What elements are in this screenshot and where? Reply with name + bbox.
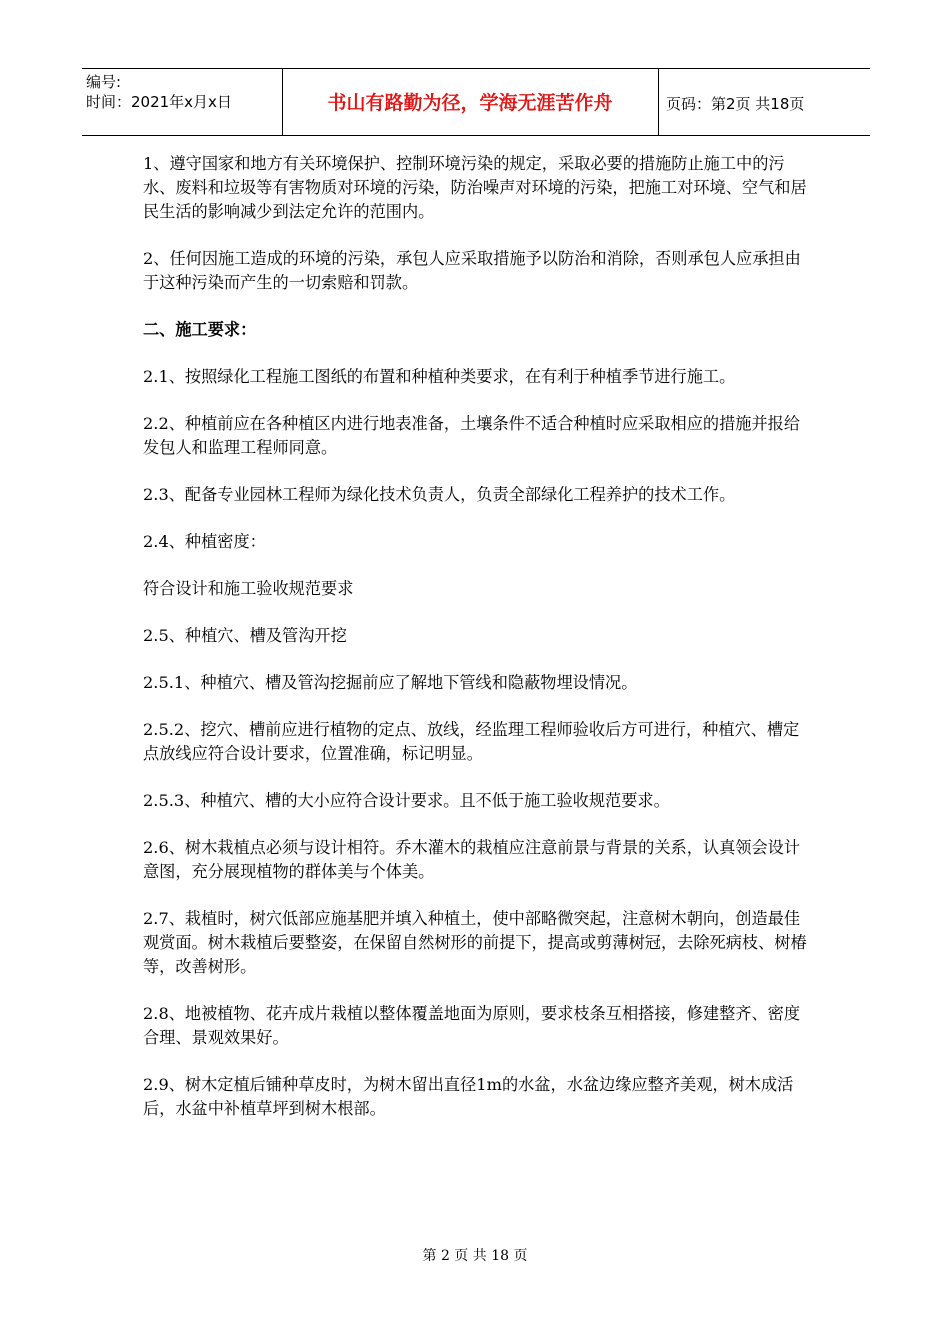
paragraph: 2.5.1、种植穴、槽及管沟挖掘前应了解地下管线和隐蔽物埋设情况。 — [143, 673, 638, 692]
paragraph: 2.4、种植密度： — [143, 532, 266, 551]
header-bottom-rule — [82, 135, 870, 136]
document-body — [143, 152, 813, 1144]
paragraph: 2.5.3、种植穴、槽的大小应符合设计要求。且不低于施工验收规范要求。 — [143, 791, 670, 810]
header-page-info: 页码：第2页 共18页 — [666, 95, 805, 113]
paragraph: 2.2、种植前应在各种植区内进行地表准备，土壤条件不适合种植时应采取相应的措施并报给发包人和监理工程师同意。 — [143, 414, 801, 457]
paragraph: 2.1、按照绿化工程施工图纸的布置和种植种类要求，在有利于种植季节进行施工。 — [143, 367, 736, 386]
paragraph: 2.9、树木定植后铺种草皮时，为树木留出直径1m的水盆，水盆边缘应整齐美观，树木成活后，水盆中补植草坪到树木根部。 — [143, 1075, 794, 1118]
paragraph: 2.7、栽植时，树穴低部应施基肥并填入种植土，使中部略微突起，注意树木朝向，创造最佳观赏面。树木栽植后要整姿，在保留自然树形的前提下，提高或剪薄树冠，去除死病枝、树椿等，改善树形。 — [143, 909, 807, 976]
paragraph: 2.3、配备专业园林工程师为绿化技术负责人，负责全部绿化工程养护的技术工作。 — [143, 485, 736, 504]
document-time-label: 时间：2021年x月x日 — [86, 93, 232, 111]
paragraph: 2、任何因施工造成的环境的污染，承包人应采取措施予以防治和消除，否则承包人应承担由于这种污染而产生的一切索赔和罚款。 — [143, 249, 801, 292]
header-divider-left — [282, 68, 283, 135]
header-motto: 书山有路勤为径，学海无涯苦作舟 — [327, 92, 613, 114]
page-footer: 第 2 页 共 18 页 — [422, 1248, 528, 1264]
paragraph: 1、遵守国家和地方有关环境保护、控制环境污染的规定，采取必要的措施防止施工中的污水、废料和垃圾等有害物质对环境的污染，防治噪声对环境的污染，把施工对环境、空气和居民生活的影响减少到法定允许的范围内。 — [143, 154, 807, 221]
document-number-label: 编号: — [86, 73, 122, 91]
paragraph: 符合设计和施工验收规范要求 — [143, 579, 354, 598]
paragraph: 2.8、地被植物、花卉成片栽植以整体覆盖地面为原则，要求枝条互相搭接，修建整齐、密度合理、景观效果好。 — [143, 1004, 801, 1047]
section-heading: 二、施工要求： — [143, 320, 257, 339]
paragraph: 2.5、种植穴、槽及管沟开挖 — [143, 626, 347, 645]
paragraph: 2.6、树木栽植点必须与设计相符。乔木灌木的栽植应注意前景与背景的关系，认真领会设计意图，充分展现植物的群体美与个体美。 — [143, 838, 801, 881]
header-left-block — [86, 72, 232, 112]
paragraph: 2.5.2、挖穴、槽前应进行植物的定点、放线，经监理工程师验收后方可进行，种植穴、槽定点放线应符合设计要求，位置准确，标记明显。 — [143, 720, 800, 763]
header-divider-right — [658, 68, 659, 135]
